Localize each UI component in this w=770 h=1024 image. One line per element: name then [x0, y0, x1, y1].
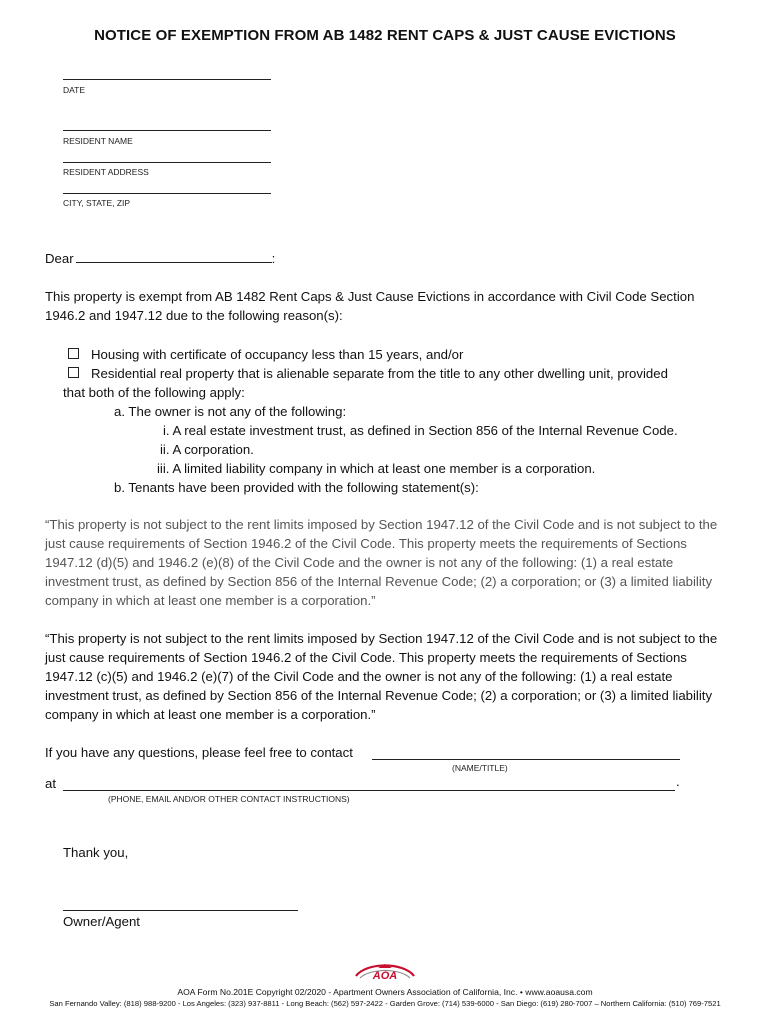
option-certificate-text: Housing with certificate of occupancy less than 15 years, and/or — [91, 347, 464, 362]
greeting-colon: : — [271, 251, 276, 266]
contact-at: at — [45, 776, 56, 791]
subitem-iii: iii. A limited liability company in which at least one member is a corporation. — [157, 461, 596, 476]
footer-copyright: AOA Form No.201E Copyright 02/2020 - Apartment Owners Association of California, Inc. • www.aoausa.com — [177, 987, 593, 997]
checkbox-certificate[interactable] — [68, 348, 79, 359]
contact-period: . — [676, 774, 680, 789]
recipient-line — [76, 249, 272, 263]
greeting — [45, 249, 275, 268]
intro-paragraph: This property is exempt from AB 1482 Rent Caps & Just Cause Evictions in accordance with Civil Code Section 1946.2 and 1947.12 due to the following reason(s): — [45, 289, 695, 323]
name-title-label: (NAME/TITLE) — [452, 763, 508, 773]
contact-name-line — [372, 759, 680, 760]
resident-name-label: RESIDENT NAME — [63, 136, 133, 146]
date-label: DATE — [63, 85, 86, 95]
document-title: NOTICE OF EXEMPTION FROM AB 1482 RENT CAPS & JUST CAUSE EVICTIONS — [94, 27, 676, 44]
footer-offices: San Fernando Valley: (818) 988-9200 - Los Angeles: (323) 937-8811 - Long Beach: (562) 597-2422 - Garden Grove: (714) 539-6000 - San Diego: (619) 280-7007 – Northern California: (510) 769-7521 — [49, 999, 721, 1008]
phone-email-label: (PHONE, EMAIL AND/OR OTHER CONTACT INSTRUCTIONS) — [108, 794, 350, 804]
resident-name-line — [63, 130, 271, 131]
closing-thanks: Thank you, — [63, 845, 129, 860]
contact-instructions-line — [63, 790, 675, 791]
greeting-dear: Dear — [45, 251, 74, 266]
city-state-zip-label: CITY, STATE, ZIP — [63, 198, 131, 208]
statement-quote-2: “This property is not subject to the rent limits imposed by Section 1947.12 of the Civil Code and is not subject to the just cause requirements of Section 1946.2 of the Civil Code. This property meets the requirements of Sections 1947.12 (c)(5) and 1946.2 (e)(7) of the Civil Code and the owner is not any of the following: (1) a real estate investment trust, as defined by Section 856 of the Internal Revenue Code; (2) a corporation; or (3) a limited liability company in which at least one member is a corporation.” — [45, 631, 718, 722]
aoa-logo-icon — [352, 958, 418, 984]
signature-line — [63, 910, 298, 911]
resident-address-label: RESIDENT ADDRESS — [63, 167, 149, 177]
subitem-b: b. Tenants have been provided with the following statement(s): — [114, 480, 479, 495]
subitem-i: i. A real estate investment trust, as defined in Section 856 of the Internal Revenue Code. — [163, 423, 678, 438]
subitem-ii: ii. A corporation. — [160, 442, 254, 457]
contact-text: If you have any questions, please feel free to contact — [45, 745, 353, 760]
logo-text: AOA — [372, 970, 398, 982]
resident-address-line — [63, 162, 271, 163]
checkbox-alienable[interactable] — [68, 367, 79, 378]
signer-title: Owner/Agent — [63, 914, 140, 929]
option-alienable-text-line1: Residential real property that is alienable separate from the title to any other dwelling unit, provided — [91, 366, 668, 381]
subitem-a: a. The owner is not any of the following: — [114, 404, 347, 419]
option-alienable-text-line2: that both of the following apply: — [63, 385, 245, 400]
date-line — [63, 79, 271, 80]
city-state-zip-line — [63, 193, 271, 194]
statement-quote-1: “This property is not subject to the rent limits imposed by Section 1947.12 of the Civil Code and is not subject to the just cause requirements of Section 1946.2 of the Civil Code. This property meets the requirements of Sections 1947.12 (d)(5) and 1946.2 (e)(8) of the Civil Code and the owner is not any of the following: (1) a real estate investment trust, as defined by Section 856 of the Internal Revenue Code; (2) a corporation; or (3) a limited liability company in which at least one member is a corporation.” — [45, 517, 718, 608]
